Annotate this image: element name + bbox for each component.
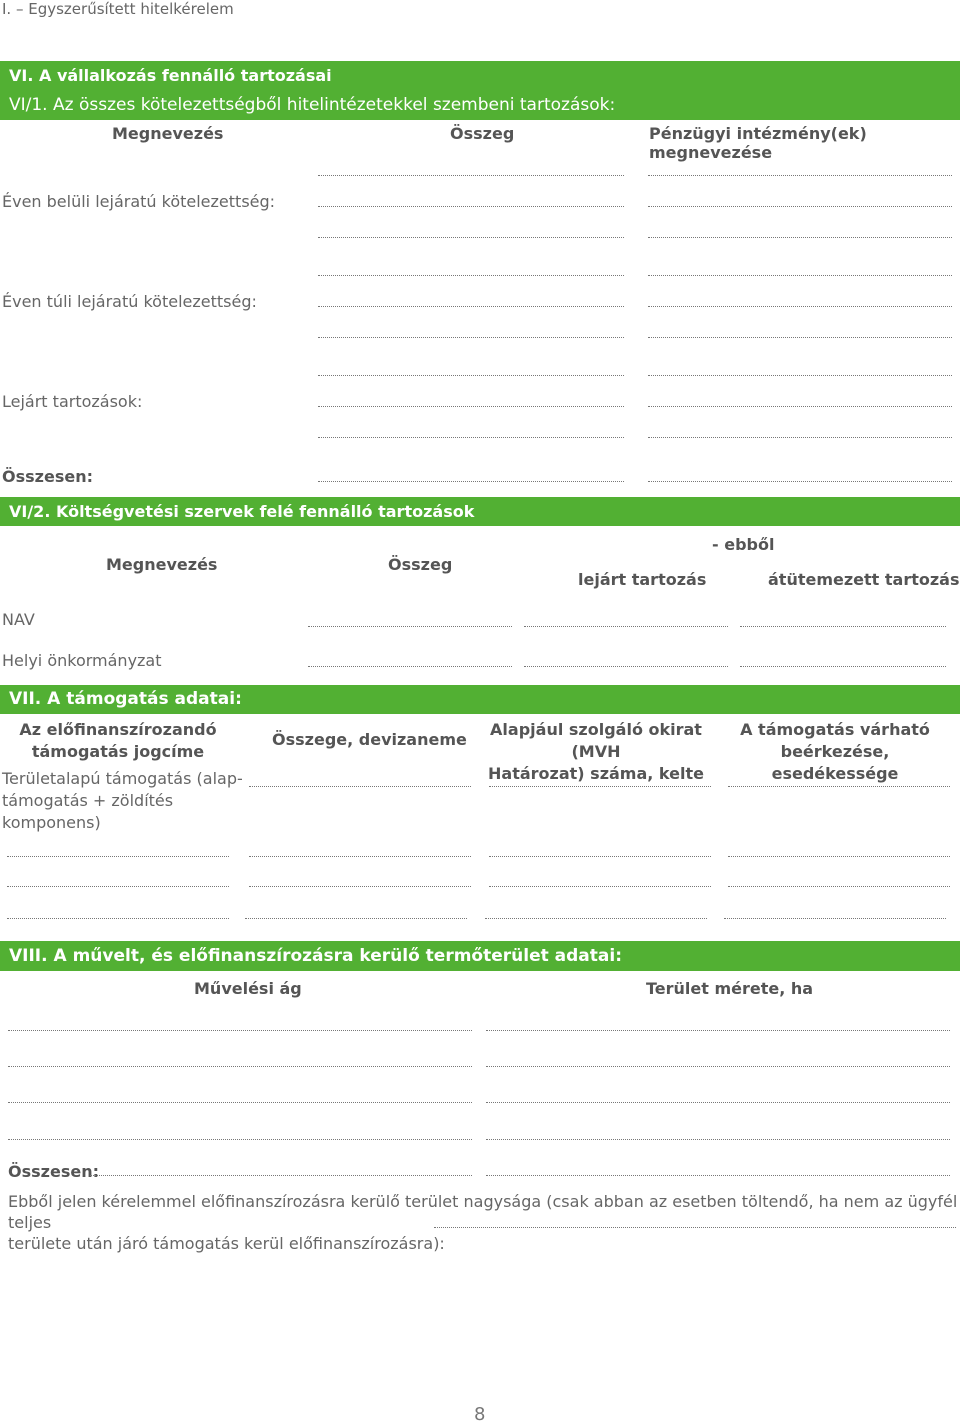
viii-branch-field[interactable] — [8, 1030, 472, 1031]
vii-title-field[interactable] — [7, 856, 229, 857]
institution-field[interactable] — [648, 306, 952, 307]
col-name-header: Megnevezés — [112, 124, 224, 143]
nav-rescheduled-field[interactable] — [740, 626, 946, 627]
viii-total-label: Összesen: — [8, 1162, 99, 1181]
amount-field[interactable] — [318, 275, 624, 276]
vii-expected-field[interactable] — [728, 786, 950, 787]
vi2-name-header: Megnevezés — [106, 555, 218, 574]
vii-col4-line1: A támogatás várható — [740, 720, 930, 739]
viii-note-line2: területe után járó támogatás kerül előfinanszírozásra): — [8, 1234, 445, 1253]
vii-amount-field[interactable] — [249, 786, 471, 787]
vii-title-field[interactable] — [7, 918, 229, 919]
running-title: I. – Egyszerűsített hitelkérelem — [2, 0, 234, 18]
section-vi1-title: VI/1. Az összes kötelezettségből hitelintézetekkel szembeni tartozások: — [9, 95, 616, 115]
vii-document-field[interactable] — [485, 918, 707, 919]
nav-amount-field[interactable] — [308, 626, 512, 627]
vii-amount-field[interactable] — [249, 886, 471, 887]
col-institution-header: Pénzügyi intézmény(ek) megnevezése — [649, 124, 867, 162]
viii-branch-field[interactable] — [8, 1066, 472, 1067]
viii-prefinanced-area-field[interactable] — [434, 1227, 956, 1228]
local-overdue-field[interactable] — [524, 666, 728, 667]
local-amount-field[interactable] — [308, 666, 512, 667]
institution-field[interactable] — [648, 437, 952, 438]
row-label-long-term: Éven túli lejáratú kötelezettség: — [2, 292, 257, 311]
viii-area-field[interactable] — [486, 1066, 950, 1067]
vii-document-field[interactable] — [489, 856, 711, 857]
viii-total-branch-field[interactable] — [90, 1175, 472, 1176]
col-amount-header: Összeg — [450, 124, 515, 143]
institution-field[interactable] — [648, 175, 952, 176]
section-vii-title: VII. A támogatás adatai: — [9, 689, 242, 709]
amount-field[interactable] — [318, 206, 624, 207]
institution-field[interactable] — [648, 237, 952, 238]
vii-col2-header: Összege, devizaneme — [272, 730, 467, 749]
section-vi2-header — [0, 497, 960, 526]
viii-branch-field[interactable] — [8, 1102, 472, 1103]
total-institution-field[interactable] — [648, 481, 952, 482]
vii-col3-header — [476, 719, 716, 785]
viii-area-field[interactable] — [486, 1030, 950, 1031]
vii-col4-line2: beérkezése, esedékessége — [771, 742, 899, 783]
amount-field[interactable] — [318, 237, 624, 238]
row-label-overdue: Lejárt tartozások: — [2, 392, 143, 411]
amount-field[interactable] — [318, 175, 624, 176]
row-label-short-term: Éven belüli lejáratú kötelezettség: — [2, 192, 276, 211]
vii-col3-line1: Alapjául szolgáló okirat (MVH — [490, 720, 702, 761]
section-vii-header — [0, 685, 960, 714]
viii-area-header: Terület mérete, ha — [646, 979, 814, 998]
vii-document-field[interactable] — [489, 886, 711, 887]
vii-col1-header — [4, 719, 232, 763]
amount-field[interactable] — [318, 375, 624, 376]
vii-amount-field[interactable] — [245, 918, 467, 919]
vii-document-field[interactable] — [489, 786, 711, 787]
total-amount-field[interactable] — [318, 481, 624, 482]
vii-expected-field[interactable] — [728, 886, 950, 887]
vi2-rescheduled-header: átütemezett tartozás — [768, 570, 960, 589]
institution-field[interactable] — [648, 206, 952, 207]
institution-field[interactable] — [648, 375, 952, 376]
viii-note — [8, 1191, 958, 1254]
vii-title-field[interactable] — [7, 886, 229, 887]
section-vi-header — [0, 61, 960, 120]
of-which-label: - ebből — [712, 535, 775, 554]
nav-overdue-field[interactable] — [524, 626, 728, 627]
viii-area-field[interactable] — [486, 1139, 950, 1140]
institution-field[interactable] — [648, 337, 952, 338]
vii-expected-field[interactable] — [724, 918, 946, 919]
local-rescheduled-field[interactable] — [740, 666, 946, 667]
row-label-local-government: Helyi önkormányzat — [2, 651, 162, 670]
amount-field[interactable] — [318, 437, 624, 438]
viii-branch-header: Művelési ág — [194, 979, 302, 998]
section-viii-header — [0, 941, 960, 971]
viii-area-field[interactable] — [486, 1102, 950, 1103]
viii-note-line1: Ebből jelen kérelemmel előfinanszírozásra kerülő terület nagysága (csak abban az esetben töltendő, ha nem az ügyfél teljes — [8, 1192, 958, 1232]
viii-branch-field[interactable] — [8, 1139, 472, 1140]
viii-total-area-field[interactable] — [486, 1175, 950, 1176]
section-vi2-title: VI/2. Költségvetési szervek felé fennálló tartozások — [9, 502, 475, 521]
total-label: Összesen: — [2, 467, 93, 486]
vii-row1-label — [2, 768, 243, 834]
vi2-overdue-header: lejárt tartozás — [578, 570, 707, 589]
vii-col4-header — [722, 719, 948, 785]
amount-field[interactable] — [318, 306, 624, 307]
row-label-nav: NAV — [2, 610, 35, 629]
vi2-amount-header: Összeg — [388, 555, 453, 574]
institution-field[interactable] — [648, 275, 952, 276]
vii-amount-field[interactable] — [249, 856, 471, 857]
vii-col3-line2: Határozat) száma, kelte — [488, 764, 704, 783]
page-number: 8 — [474, 1404, 486, 1425]
amount-field[interactable] — [318, 337, 624, 338]
section-viii-title: VIII. A művelt, és előfinanszírozásra kerülő termőterület adatai: — [9, 946, 622, 966]
institution-field[interactable] — [648, 406, 952, 407]
vii-expected-field[interactable] — [728, 856, 950, 857]
vii-row1-line2: támogatás + zöldítés — [2, 791, 174, 810]
vii-row1-line1: Területalapú támogatás (alap- — [2, 769, 243, 788]
vii-col1-line1: Az előfinanszírozandó — [19, 720, 217, 739]
vii-col1-line2: támogatás jogcíme — [31, 742, 205, 761]
section-vi-title: VI. A vállalkozás fennálló tartozásai — [9, 66, 332, 85]
amount-field[interactable] — [318, 406, 624, 407]
vii-row1-line3: komponens) — [2, 813, 101, 832]
